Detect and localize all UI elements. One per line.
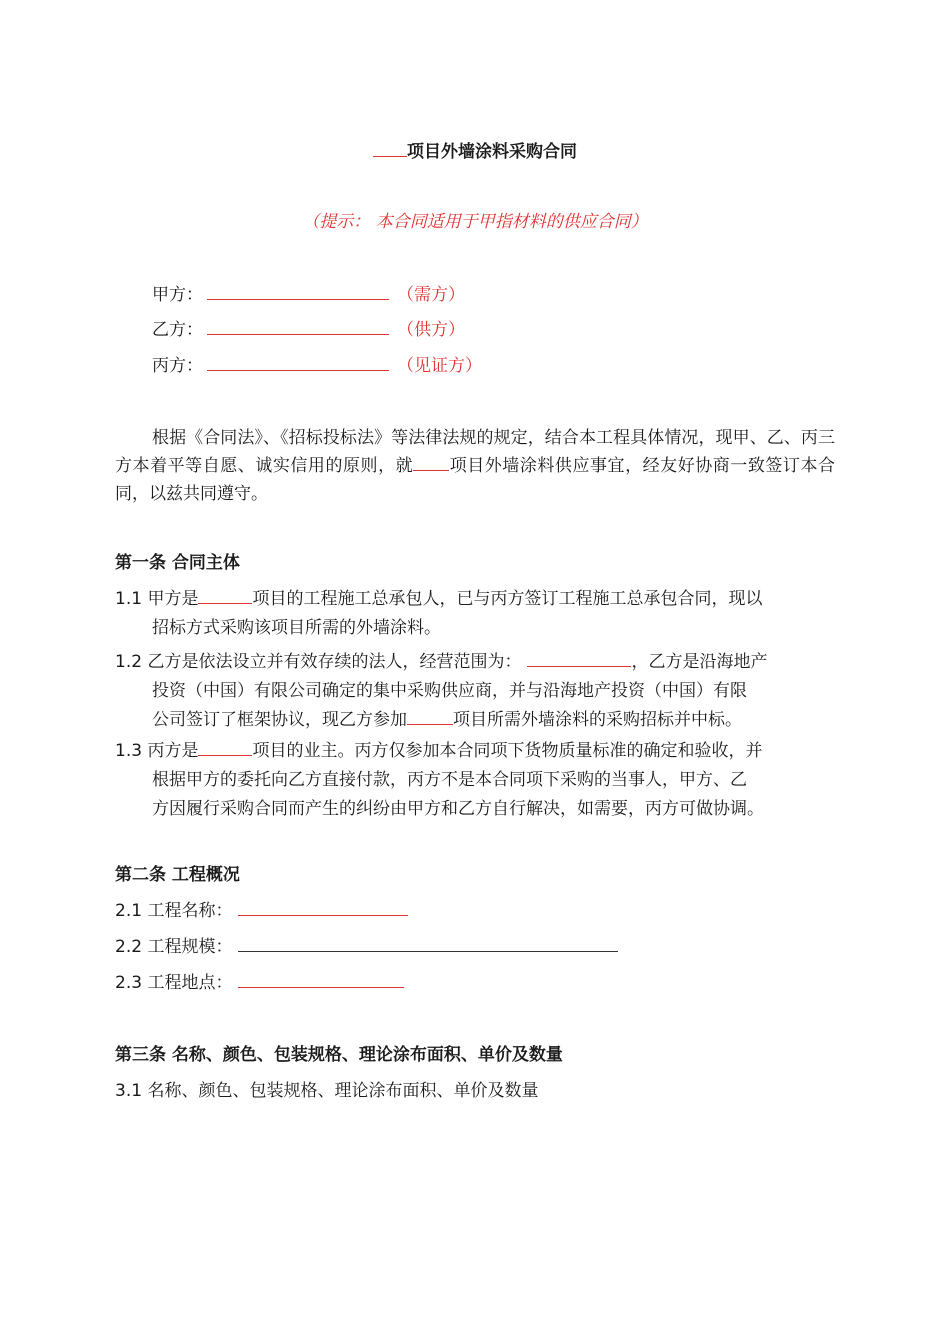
party-b-row (152, 318, 465, 342)
article-1-heading: 第一条 合同主体 (115, 553, 240, 573)
document-title (0, 140, 950, 164)
preamble-text-2: 项目外墙涂料供应事宜，经友好协商一致签订本合同，以兹共同遵守。 (115, 456, 836, 504)
clause-1-2-line-2: 投资（中国）有限公司确定的集中采购供应商，并与沿海地产投资（中国）有限 (152, 681, 747, 701)
clause-1-2-project-blank (407, 709, 453, 725)
article-2-heading: 第二条 工程概况 (115, 865, 240, 885)
clause-1-2-text-a: 乙方是依法设立并有效存续的法人，经营范围为： (147, 652, 522, 672)
clause-1-2-text-b: ，乙方是沿海地产 (631, 652, 768, 672)
project-name-label: 2.1 工程名称： (115, 901, 233, 921)
project-scale-label: 2.2 工程规模： (115, 937, 233, 957)
clause-3-1: 3.1 名称、颜色、包装规格、理论涂布面积、单价及数量 (115, 1081, 539, 1101)
preamble-project-blank (413, 455, 449, 471)
business-scope-blank (527, 651, 631, 667)
preamble-text-1: 根据《合同法》、《招标投标法》等法律法规的规定，结合本工程具体情况，现甲、乙、丙三方本着平等自愿、诚实信用的原则，就 (115, 428, 835, 476)
project-name-input-line (238, 900, 408, 916)
party-b-role: （供方） (397, 320, 465, 340)
clause-1-3-line-2: 根据甲方的委托向乙方直接付款，丙方不是本合同项下采购的当事人，甲方、乙 (152, 770, 747, 790)
clause-1-2-number: 1.2 (115, 652, 143, 672)
article-3-heading: 第三条 名称、颜色、包装规格、理论涂布面积、单价及数量 (115, 1045, 563, 1065)
usage-hint: （提示： 本合同适用于甲指材料的供应合同） (302, 212, 648, 232)
party-c-row (152, 354, 482, 378)
party-b-label: 乙方： (152, 320, 203, 340)
clause-1-1-text-b: 项目的工程施工总承包人，已与丙方签订工程施工总承包合同，现以 (252, 589, 763, 609)
party-c-label: 丙方： (152, 356, 203, 376)
clause-1-2 (115, 648, 837, 735)
clause-1-3-text-a: 丙方是 (147, 741, 199, 761)
clause-1-3-number: 1.3 (115, 741, 143, 761)
clause-1-3-text-b: 项目的业主。丙方仅参加本合同项下货物质量标准的确定和验收，并 (252, 741, 763, 761)
party-b-blank (207, 319, 389, 335)
preamble-paragraph (115, 424, 835, 508)
project-location-field (115, 971, 404, 995)
clause-1-1-blank (198, 588, 252, 604)
project-name-field (115, 899, 408, 923)
title-text: 项目外墙涂料采购合同 (407, 142, 577, 162)
project-location-input-line (238, 972, 404, 988)
clause-1-1-text-a: 甲方是 (147, 589, 199, 609)
clause-1-3-line-3: 方因履行采购合同而产生的纠纷由甲方和乙方自行解决，如需要，丙方可做协调。 (152, 799, 764, 819)
clause-1-1-line-2: 招标方式采购该项目所需的外墙涂料。 (152, 618, 441, 638)
clause-1-2-line-3b: 项目所需外墙涂料的采购招标并中标。 (453, 710, 742, 730)
clause-1-2-line-3a: 公司签订了框架协议，现乙方参加 (152, 710, 407, 730)
clause-1-3-blank (198, 740, 252, 756)
clause-1-1-number: 1.1 (115, 589, 143, 609)
party-a-blank (207, 284, 389, 300)
party-c-blank (207, 355, 389, 371)
project-location-label: 2.3 工程地点： (115, 973, 233, 993)
party-a-label: 甲方： (152, 285, 203, 305)
project-scale-field (115, 935, 618, 959)
project-name-blank (373, 141, 407, 157)
party-c-role: （见证方） (397, 356, 482, 376)
project-scale-input-line (238, 936, 618, 952)
party-a-role: （需方） (397, 285, 465, 305)
clause-1-1 (115, 585, 837, 643)
party-a-row (152, 283, 465, 307)
clause-1-3 (115, 737, 837, 824)
